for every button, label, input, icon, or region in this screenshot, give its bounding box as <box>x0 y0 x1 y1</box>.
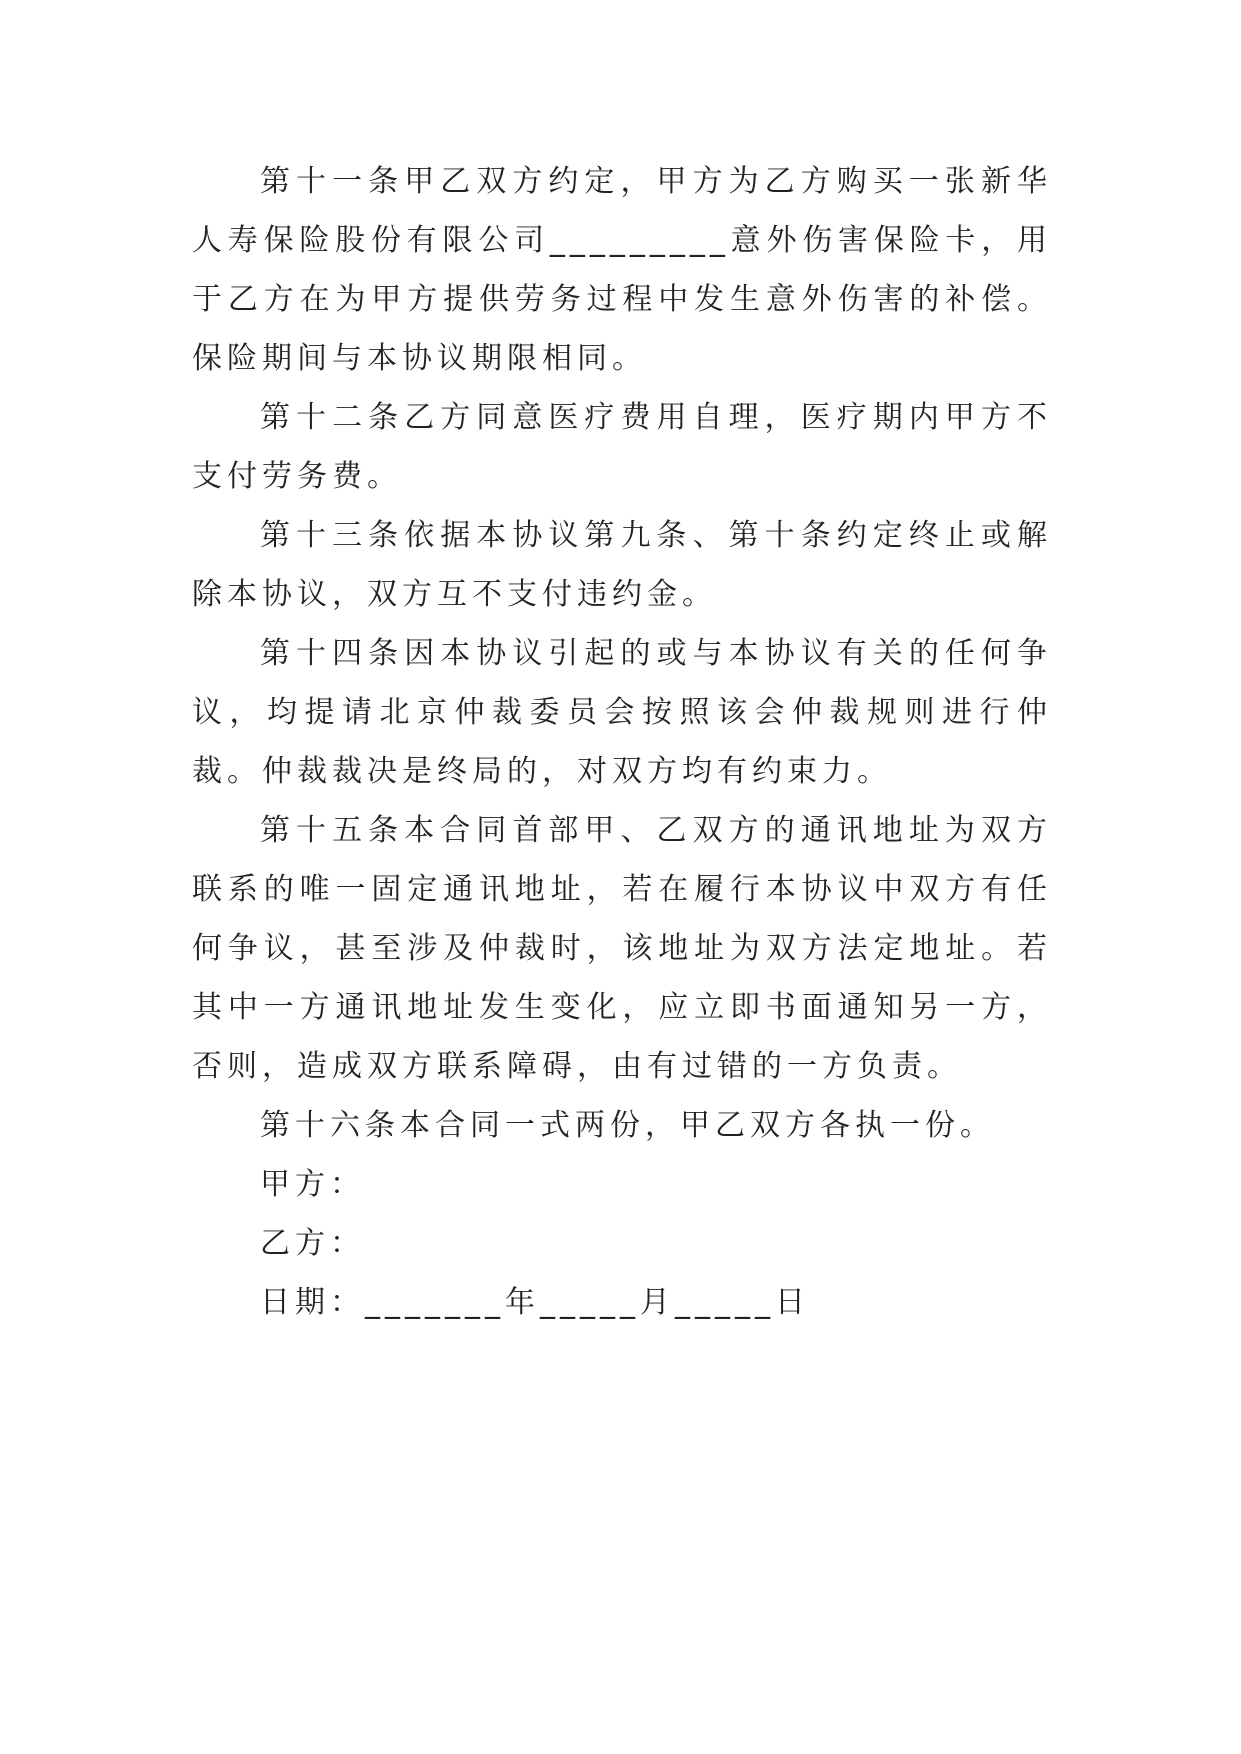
clause-12: 第十二条乙方同意医疗费用自理，医疗期内甲方不支付劳务费。 <box>192 400 1052 494</box>
date-line: 日期：_______年_____月_____日 <box>260 1285 810 1320</box>
party-a-signature-line: 甲方： <box>260 1167 365 1202</box>
clause-13: 第十三条依据本协议第九条、第十条约定终止或解除本协议，双方互不支付违约金。 <box>192 518 1052 612</box>
clause-14: 第十四条因本协议引起的或与本协议有关的任何争议，均提请北京仲裁委员会按照该会仲裁规则进行仲裁。仲裁裁决是终局的，对双方均有约束力。 <box>192 636 1052 789</box>
clause-16: 第十六条本合同一式两份，甲乙双方各执一份。 <box>260 1108 995 1143</box>
party-b-signature-line: 乙方： <box>260 1226 365 1261</box>
clause-15: 第十五条本合同首部甲、乙双方的通讯地址为双方联系的唯一固定通讯地址，若在履行本协议中双方有任何争议，甚至涉及仲裁时，该地址为双方法定地址。若其中一方通讯地址发生变化，应立即书面通知另一方，否则，造成双方联系障碍，由有过错的一方负责。 <box>192 813 1052 1084</box>
document-body <box>192 152 1052 1332</box>
clause-11: 第十一条甲乙双方约定，甲方为乙方购买一张新华人寿保险股份有限公司_________意外伤害保险卡，用于乙方在为甲方提供劳务过程中发生意外伤害的补偿。保险期间与本协议期限相同。 <box>192 164 1052 376</box>
